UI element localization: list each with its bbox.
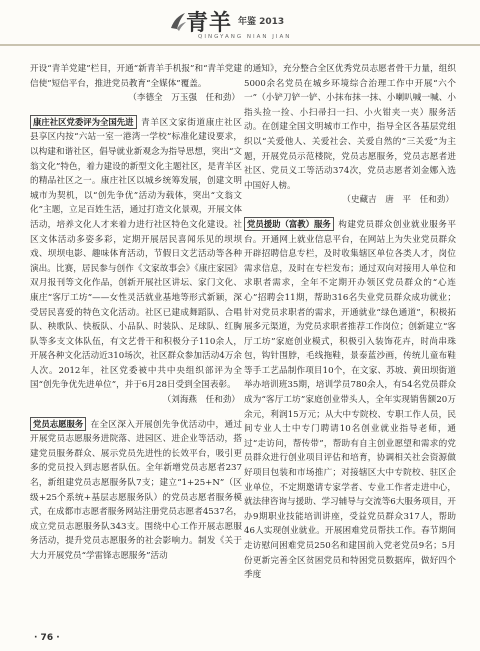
right-intro-signature: （史藏吉 唐 平 任和劲） xyxy=(342,195,454,206)
logo-year-text: 年鉴 2013 xyxy=(238,17,285,27)
assistance-section xyxy=(244,217,456,583)
assistance-title: 党员援助（富教）服务 xyxy=(244,217,334,231)
right-column xyxy=(244,62,456,583)
page-number: · 76 · xyxy=(34,633,60,643)
header-divider xyxy=(0,44,480,46)
page-header xyxy=(0,0,480,52)
kangzhuang-section xyxy=(30,115,242,393)
left-intro-paragraph: 开设“青羊党建”栏目，开通“新青羊手机报”和“青羊党建信使”短信平台，推进党员教育“全媒体”覆盖。 xyxy=(30,64,242,89)
volunteer-title: 党员志愿服务 xyxy=(30,417,86,431)
kangzhuang-title: 康庄社区党委评为全国先进 xyxy=(30,115,137,129)
volunteer-section xyxy=(30,417,242,564)
volunteer-body: 在全区深入开展创先争优活动中，通过开展党员志愿服务进院落、进园区、进企业等活动，搭建党员服务群众、展示党员先进性的长效平台，吸引更多的党员投入到志愿者队伍。全年新增党员志愿者237名，新组建党员志愿服务队7支；建立“1+25+N”（区级+25个系统+基层志愿服务队）的党员志愿者服务模式，在成都市志愿者服务网站注册党员志愿者4537名，成立党员志愿服务队343支。围绕中心工作开展志愿服务活动，提升党员志愿服务的社会影响力。制发《关于大力开展党员“学雷锋志愿服务”活动 xyxy=(30,419,242,561)
bird-icon xyxy=(168,10,188,32)
yearbook-logo xyxy=(168,4,318,44)
left-column xyxy=(30,62,242,564)
assistance-body: 构建党员群众创业就业服务平台。开通网上就业信息平台，在网站上为失业党员群众开辟招聘信息专栏，及时收集辖区单位各类人才，岗位需求信息，及时在专栏发布；通过双向对接用人单位和求职者需求，全年不定期开办领区党员群众的“心连心”招聘会11期，帮助316名失业党员群众成功就业；针对党员求职者的需求，开通就业“绿色通道”，积极拓展多元渠道，为党员求职者推荐工作岗位；创新建立“客厅工坊”家庭创业模式，积极引入装饰花卉，时尚串珠包，钩针围脖，毛线拖鞋，景泰蓝沙画，传统儿童布鞋等手工艺品制作项目10个，在文家、苏坡、黄田坝街道举办培训班35期，培训学员780余人，有54名党员群众成为“客厅工坊”家庭创业带头人，全年实现销售额20万余元，利润15万元；从大中专院校、专职工作人员，民间专业人士中专门聘请10名创业就业指导老师，通过“走访问，帮传带”，帮助有自主创业愿望和需求的党员群众进行创业项目评估和培育，协调相关社会资源做好项目包装和市场推广；对接辖区大中专院校、驻区企业单位，不定期邀请专家学者、专业工作者走进中心，就法律咨询与援助、学习辅导与交流等6大服务项目，开办9期职业技能培训讲座，受益党员群众317人，帮助46人实现创业就业。开展困难党员帮扶工作。春节期间走访慰问困难党员250名和建国前入党老党员9名；5月份更新完善全区贫困党员和特困党员数据库，做好四个季度 xyxy=(244,219,456,581)
logo-subtitle: QINGYANG NIAN JIAN xyxy=(198,34,292,40)
kangzhuang-signature: （刘海燕 任和劲） xyxy=(162,395,240,406)
left-intro-signature: （李德全 万玉强 任和劲） xyxy=(128,93,240,104)
right-intro-paragraph: 的通知》，充分整合全区优秀党员志愿者骨干力量，组织5000余名党员在城乡环境综合治理工作中开展“六个一”（小铲刀铲一铲、小抹布抹一抹、小喇叭喊一喊、小指头捡一捡、小扫帚扫一扫、小火钳夹一夹）服务活动。在创建全国文明城市工作中，指导全区各基层党组织以“关爱他人、关爱社会、关爱自然的”三关爱”为主题，开展党员示范楼院，党员志愿服务，党员志愿者进社区、党员义工等活动374次，党员志愿者刘金娜入选中国好人榜。 xyxy=(244,64,456,191)
kangzhuang-body: 青羊区文家街道康庄社区县享区内按“六站一室一港湾一学校”标准化建设要求，以构建和谐社区，倡导就业新观念为指导思想，突出“文翁文化”特色，着力建设的新型文化主题社区，是青羊区的精品社区之一。康庄社区以城乡统筹发展，创建文明城市为契机，以“创先争优”活动为载体，突出“文翁文化”主题，立足百姓生活，通过打造文化景观，开展文体活动，培养文化人才来着力进行社区特色文化建设。社区文体活动多姿多彩，定期开展居民喜闻乐见的坝坝戏、坝坝电影、趣味体育活动，节假日文艺活动等各种演出。比赛，居民参与创作《文家故事会》《康庄家园》双月报刊等文化作品，创新开展社区讲坛、家门文化、康庄“客厅工坊”——女性灵活就业基地等形式新颖，深受居民喜爱的特色文化活动。社区已建成舞蹈队、合唱队、秧歌队、快板队、小品队、时装队、足球队、红胸队等多支文体队伍，有文艺骨干和积极分子110余人，开展各种文化活动近310场次，社区群众参加活动4万余人次。2012年，社区党委被中共中央组织部评为全国“创先争优先进单位”，并于6月28日受到全国表彰。 xyxy=(30,117,242,391)
logo-main-text: 青羊 xyxy=(186,10,233,36)
